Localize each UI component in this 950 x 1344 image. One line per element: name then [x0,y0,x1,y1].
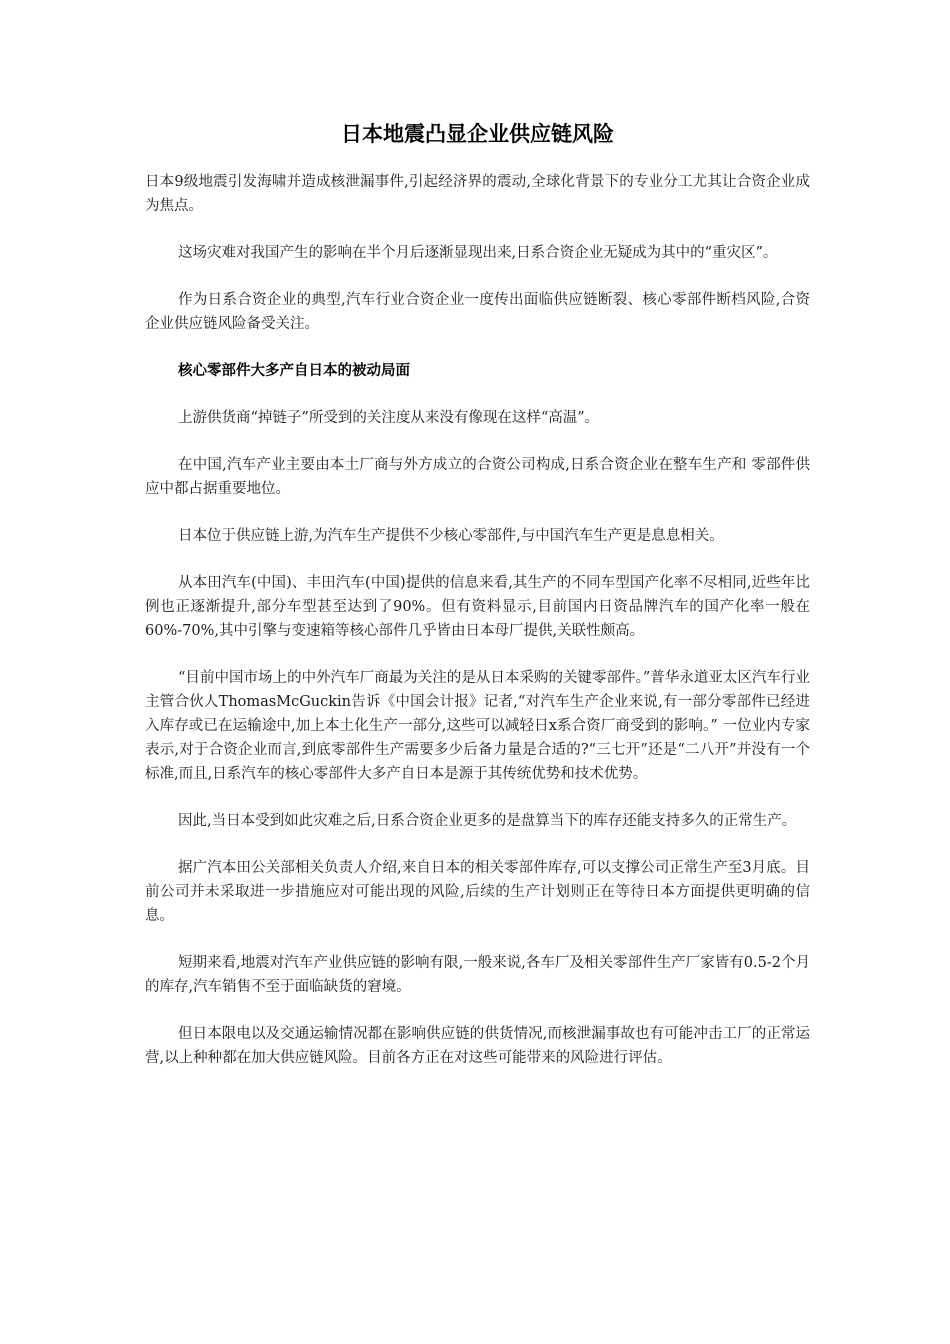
paragraph-quote: “目前中国市场上的中外汽车厂商最为关注的是从日本采购的关键零部件。”普华永道亚太区汽车行业主管合伙人ThomasMcGuckin告诉《中国会计报》记者,“对汽车生产企业来说,有一部分零部件已经进入库存或已在运输途中,加上本土化生产一部分,这些可以减轻日x系合资厂商受到的影响。” 一位业内专家表示,对于合资企业而言,到底零部件生产需要多少后备力量是合适的?“三七开”还是“二八开”并没有一个标准,而且,日系汽车的核心零部件大多产自日本是源于其传统优势和技术优势。 [145,670,810,782]
paragraph: 短期来看,地震对汽车产业供应链的影响有限,一般来说,各车厂及相关零部件生产厂家皆有0.5-2个月的库存,汽车销售不至于面临缺货的窘境。 [145,955,810,995]
paragraph-intro: 日本9级地震引发海啸并造成核泄漏事件,引起经济界的震动,全球化背景下的专业分工尤其让合资企业成为焦点。 [145,174,810,214]
paragraph: 上游供货商“掉链子”所受到的关注度从来没有像现在这样“高温”。 [178,410,600,426]
paragraph: 因此,当日本受到如此灾难之后,日系合资企业更多的是盘算当下的库存还能支持多久的正常生产。 [178,813,797,829]
paragraph: 据广汽本田公关部相关负责人介绍,来自日本的相关零部件库存,可以支撑公司正常生产至3月底。目前公司并未采取进一步措施应对可能出现的风险,后续的生产计划则正在等待日本方面提供更明确的信息。 [145,860,810,924]
paragraph: 从本田汽车(中国)、丰田汽车(中国)提供的信息来看,其生产的不同车型国产化率不尽相同,近些年比例也正逐渐提升,部分车型甚至达到了90%。但有资料显示,目前国内日资品牌汽车的国产化率一般在60%-70%,其中引擎与变速箱等核心部件几乎皆由日本母厂提供,关联性颇高。 [145,575,810,639]
section-heading: 核心零部件大多产自日本的被动局面 [178,363,410,379]
paragraph-closing: 但日本限电以及交通运输情况都在影响供应链的供货情况,而核泄漏事故也有可能冲击工厂的正常运营,以上种种都在加大供应链风险。目前各方正在对这些可能带来的风险进行评估。 [145,1026,810,1066]
article-title: 日本地震凸显企业供应链风险 [341,122,614,146]
paragraph: 这场灾难对我国产生的影响在半个月后逐渐显现出来,日系合资企业无疑成为其中的“重灾区”。 [178,245,778,261]
paragraph: 日本位于供应链上游,为汽车生产提供不少核心零部件,与中国汽车生产更是息息相关。 [178,528,724,544]
paragraph: 在中国,汽车产业主要由本土厂商与外方成立的合资公司构成,日系合资企业在整车生产和 零部件供应中都占据重要地位。 [145,457,810,497]
article [145,118,810,1093]
paragraph: 作为日系合资企业的典型,汽车行业合资企业一度传出面临供应链断裂、核心零部件断档风险,合资企业供应链风险备受关注。 [145,292,810,332]
